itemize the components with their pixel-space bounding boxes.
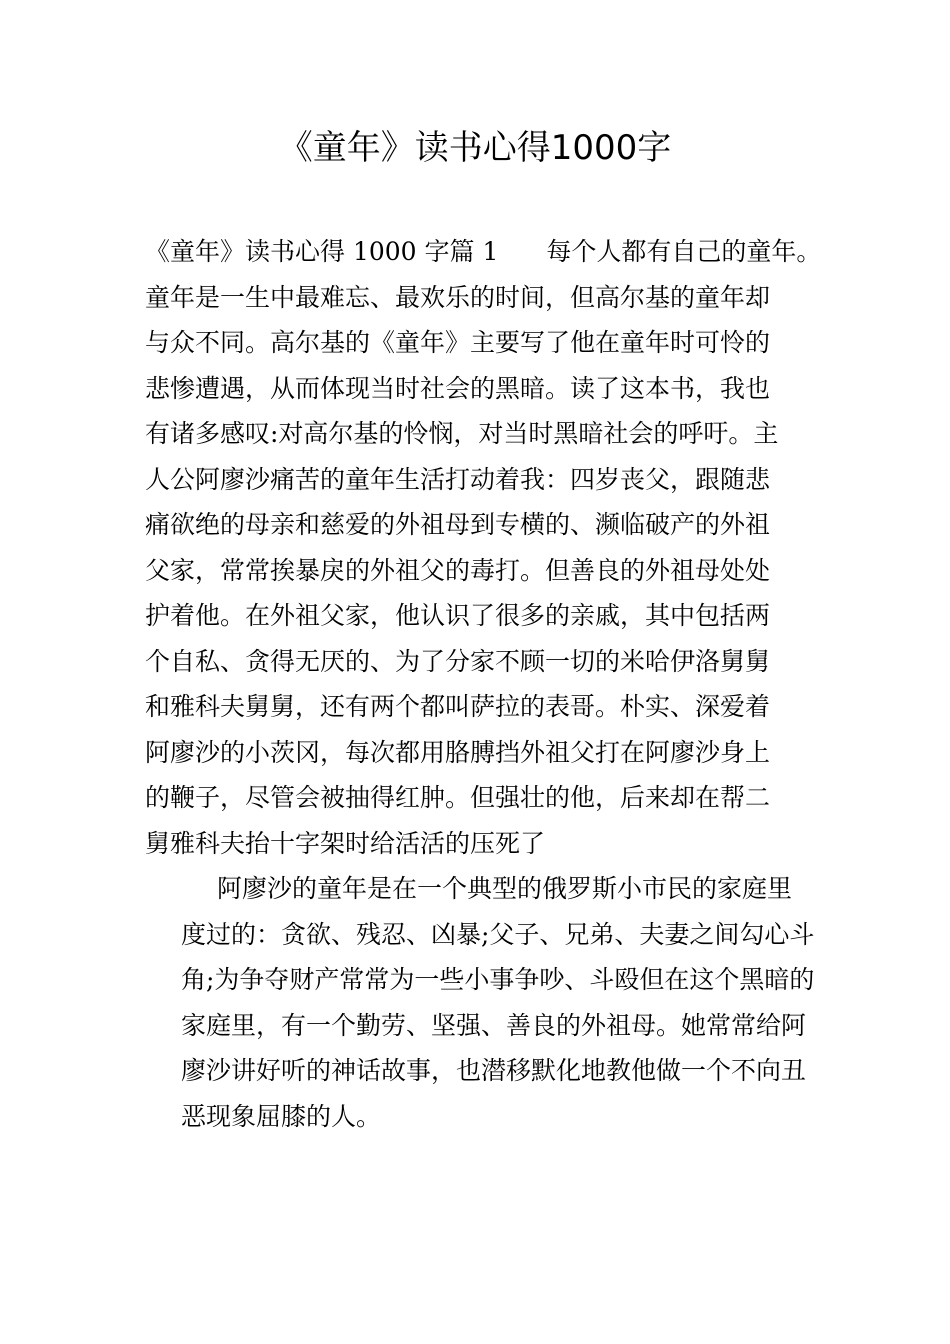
text-line: 每个人都有自己的童年。 bbox=[546, 237, 822, 266]
text-line: 角;为争夺财产常常为一些小事争吵、斗殴但在这个黑暗的 bbox=[181, 965, 815, 994]
text-line: 父家，常常挨暴戾的外祖父的毒打。但善良的外祖母处处 bbox=[145, 555, 771, 585]
text-line: 和雅科夫舅舅，还有两个都叫萨拉的表哥。朴实、深爱着 bbox=[145, 692, 771, 721]
document-body bbox=[145, 229, 822, 1139]
section-heading: 《童年》读书心得 1000 字篇 1 bbox=[145, 237, 499, 266]
text-line: 阿廖沙的小茨冈，每次都用胳膊挡外祖父打在阿廖沙身上 bbox=[145, 737, 771, 767]
text-line: 度过的：贪欲、残忍、凶暴;父子、兄弟、夫妻之间勾心斗 bbox=[181, 919, 815, 949]
text-line: 的鞭子，尽管会被抽得红肿。但强壮的他，后来却在帮二 bbox=[145, 783, 771, 812]
text-line: 个自私、贪得无厌的、为了分家不顾一切的米哈伊洛舅舅 bbox=[145, 646, 771, 676]
text-line: 舅雅科夫抬十字架时给活活的压死了 bbox=[145, 828, 546, 858]
text-line: 童年是一生中最难忘、最欢乐的时间，但高尔基的童年却 bbox=[145, 282, 771, 312]
text-line: 悲惨遭遇，从而体现当时社会的黑暗。读了这本书，我也 bbox=[145, 373, 771, 403]
text-line: 恶现象屈膝的人。 bbox=[181, 1101, 382, 1131]
text-line: 痛欲绝的母亲和慈爱的外祖母到专横的、濒临破产的外祖 bbox=[145, 510, 771, 539]
paragraph-2 bbox=[145, 866, 815, 1139]
document-title: 《童年》读书心得1000字 bbox=[278, 128, 672, 168]
paragraph-1 bbox=[145, 229, 822, 866]
text-line: 护着他。在外祖父家，他认识了很多的亲戚，其中包括两 bbox=[145, 601, 771, 630]
text-line: 家庭里，有一个勤劳、坚强、善良的外祖母。她常常给阿 bbox=[181, 1010, 807, 1040]
paragraph-1-line bbox=[145, 229, 822, 275]
text-line: 阿廖沙的童年是在一个典型的俄罗斯小市民的家庭里 bbox=[217, 874, 793, 903]
text-line: 人公阿廖沙痛苦的童年生活打动着我：四岁丧父，跟随悲 bbox=[145, 464, 771, 494]
text-line: 与众不同。高尔基的《童年》主要写了他在童年时可怜的 bbox=[145, 328, 771, 357]
text-line: 廖沙讲好听的神话故事，也潜移默化地教他做一个不向丑 bbox=[181, 1056, 807, 1085]
text-line: 有诸多感叹:对高尔基的怜悯，对当时黑暗社会的呼吁。主 bbox=[145, 419, 779, 448]
